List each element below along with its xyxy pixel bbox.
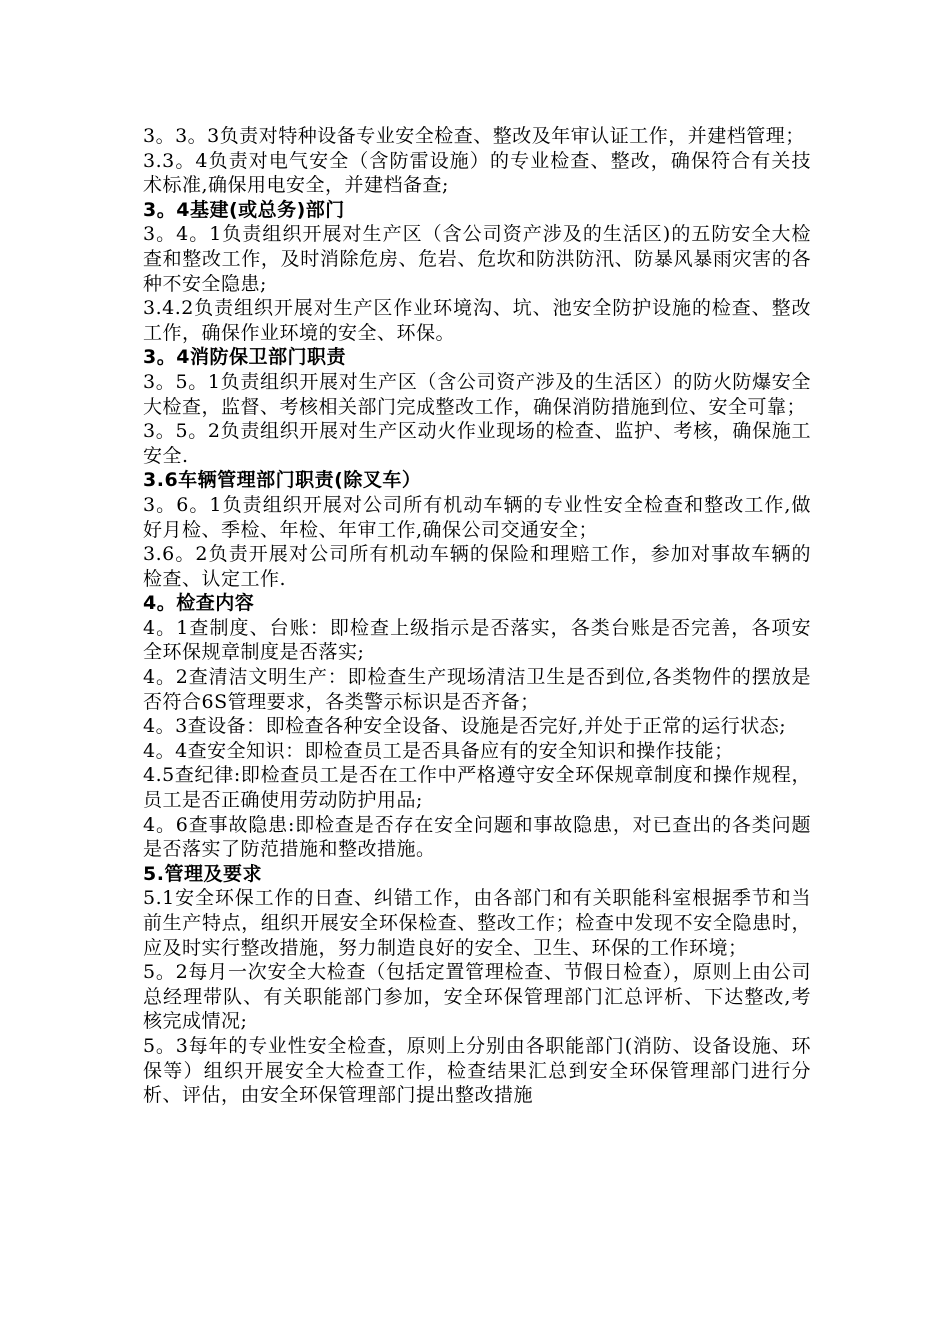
clause-4-3: 4。3查设备：即检查各种安全设备、设施是否完好,并处于正常的运行状态; — [143, 715, 787, 738]
clause-4-2: 4。2查清洁文明生产：即检查生产现场清洁卫生是否到位,各类物件的摆放是否符合6S管理要求，各类警示标识是否齐备； — [143, 666, 811, 713]
clause-5-3: 5。3每年的专业性安全检查，原则上分别由各职能部门(消防、设备设施、环保等）组织开展安全大检查工作，检查结果汇总到安全环保管理部门进行分析、评估，由安全环保管理部门提出整改措施 — [143, 1034, 811, 1107]
section-heading-4-inspection-content: 4。检查内容 — [143, 592, 255, 615]
clause-5-1: 5.1安全环保工作的日查、纠错工作，由各部门和有关职能科室根据季节和当前生产特点，组织开展安全环保检查、整改工作；检查中发现不安全隐患时，应及时实行整改措施，努力制造良好的安全、卫生、环保的工作环境； — [143, 887, 811, 959]
clause-4-1: 4。1查制度、台账：即检查上级指示是否落实，各类台账是否完善，各项安全环保规章制度是否落实; — [143, 616, 811, 664]
clause-3-5-2: 3。5。2负责组织开展对生产区动火作业现场的检查、监护、考核，确保施工安全. — [143, 420, 811, 467]
clause-5-2: 5。2每月一次安全大检查（包括定置管理检查、节假日检查），原则上由公司总经理带队、有关职能部门参加，安全环保管理部门汇总评析、下达整改,考核完成情况; — [143, 961, 811, 1033]
clause-3-5-1: 3。5。1负责组织开展对生产区（含公司资产涉及的生活区）的防火防爆安全大检查，监督、考核相关部门完成整改工作，确保消防措施到位、安全可靠； — [143, 370, 811, 418]
clause-3-4-1: 3。4。1负责组织开展对生产区（含公司资产涉及的生活区)的五防安全大检查和整改工作，及时消除危房、危岩、危坎和防洪防汛、防暴风暴雨灾害的各种不安全隐患; — [143, 223, 811, 295]
section-heading-3-4-construction: 3。4基建(或总务)部门 — [143, 198, 345, 221]
clause-3-4-2: 3.4.2负责组织开展对生产区作业环境沟、坑、池安全防护设施的检查、整改工作，确保作业环境的安全、环保。 — [143, 297, 811, 344]
section-heading-3-6-vehicles: 3.6车辆管理部门职责(除叉车） — [143, 469, 422, 492]
clause-3-3-4: 3.3。4负责对电气安全（含防雷设施）的专业检查、整改，确保符合有关技术标准,确保用电安全，并建档备查; — [143, 149, 811, 197]
clause-3-6-2: 3.6。2负责开展对公司所有机动车辆的保险和理赔工作，参加对事故车辆的检查、认定工作. — [143, 543, 811, 590]
clause-4-4: 4。4查安全知识：即检查员工是否具备应有的安全知识和操作技能； — [143, 739, 734, 762]
section-heading-5-management: 5.管理及要求 — [143, 862, 262, 885]
document-page — [143, 124, 811, 1108]
clause-4-6: 4。6查事故隐患:即检查是否存在安全问题和事故隐患，对已查出的各类问题是否落实了防范措施和整改措施。 — [143, 813, 811, 861]
clause-3-6-1: 3。6。1负责组织开展对公司所有机动车辆的专业性安全检查和整改工作,做好月检、季检、年检、年审工作,确保公司交通安全； — [143, 493, 811, 541]
section-heading-fire-security: 3。4消防保卫部门职责 — [143, 346, 346, 369]
clause-4-5: 4.5查纪律:即检查员工是否在工作中严格遵守安全环保规章制度和操作规程，员工是否正确使用劳动防护用品; — [143, 764, 811, 812]
clause-3-3-3: 3。3。3负责对特种设备专业安全检查、整改及年审认证工作，并建档管理； — [143, 125, 805, 147]
